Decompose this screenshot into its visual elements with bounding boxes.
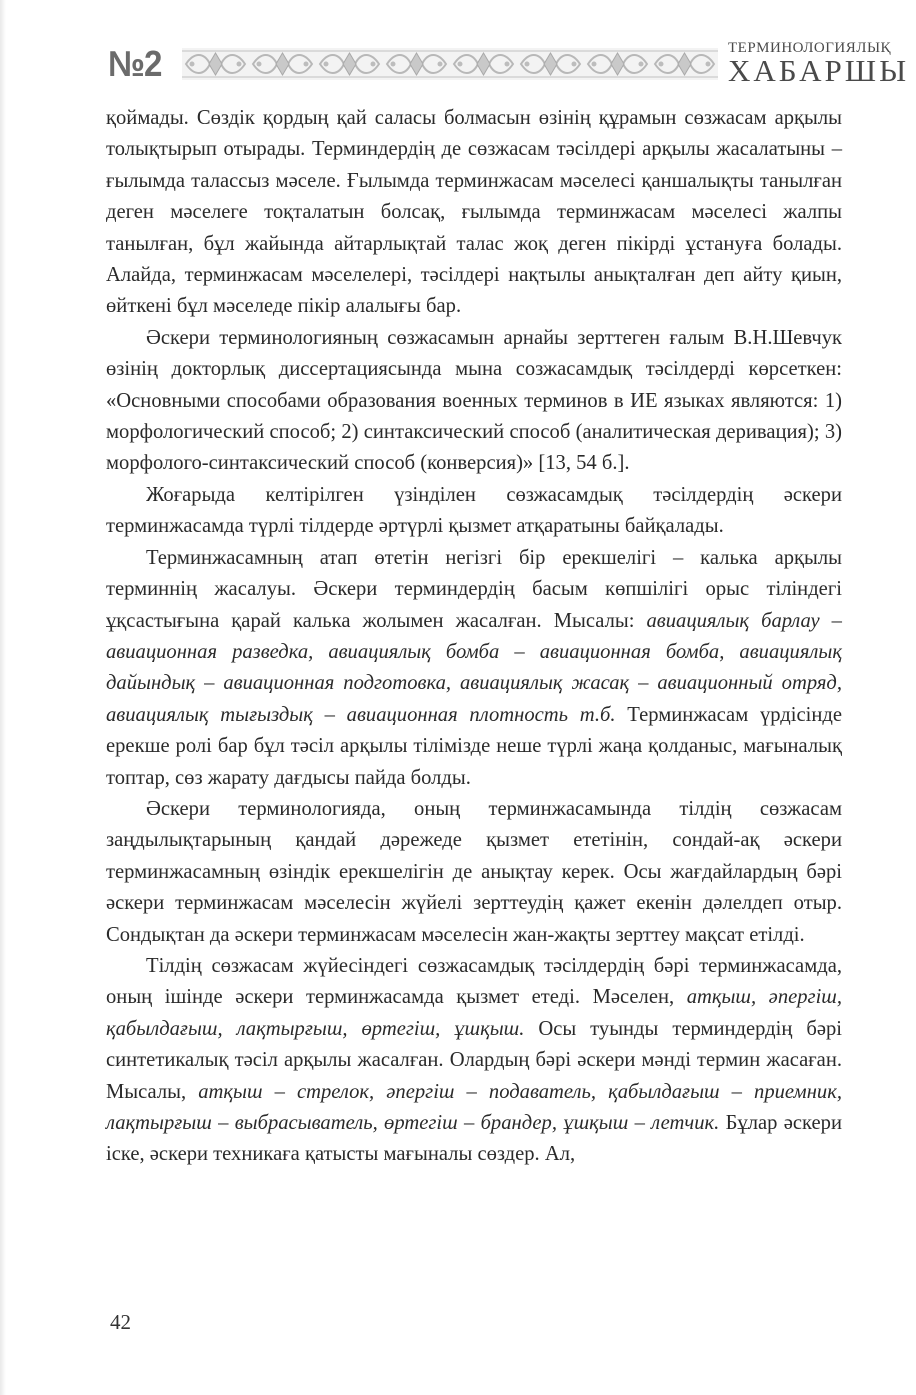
body-text [106, 103, 842, 1171]
text-run: Жоғарыда келтірілген үзінділен сөзжасамдық тәсілдердің әскери терминжасамда түрлі тілдерде әртүрлі қызмет атқаратыны байқалады. [106, 483, 842, 538]
paragraph [106, 103, 842, 323]
journal-title-main: ХАБАРШЫ [728, 53, 910, 88]
paragraph [106, 480, 842, 543]
text-run: Әскери терминологияның сөзжасамын арнайы зерттеген ғалым В.Н.Шевчук өзінің докторлық диссертациясында мына созжасамдық тәсілдерді көрсеткен: «Основными способами образования военных терминов в ИЕ языках являются: 1) морфологический способ; 2) синтаксический способ (аналитическая деривация); 3) морфолого-синтаксический способ (конверсия)» [13, 54 б.]. [106, 326, 842, 475]
page-edge-shadow [0, 0, 6, 1395]
page-number: 42 [110, 1310, 131, 1334]
paragraph [106, 543, 842, 794]
italic-term-run: атқыш – стрелок, әпергіш – подаватель, қабылдағыш – приемник, лақтырғыш – выбрасыватель, өртегіш – брандер, ұшқыш – летчик. [106, 1080, 842, 1134]
text-run: Осы туынды терминдердің бәрі синтетикалық тәсіл арқылы жасалған. Олардың бәрі әскери мәнді термин жасаған. Мысалы, [106, 1017, 842, 1103]
text-run: Терминжасам үрдісінде ерекше ролі бар бұл тәсіл арқылы тілімізде неше түрлі жаңа қолданыс, мағыналық топтар, сөз жарату дағдысы пайда болды. [106, 703, 842, 789]
journal-title [728, 40, 916, 86]
text-run: Бұлар әскери іске, әскери техникаға қатысты мағыналы сөздер. Ал, [106, 1112, 842, 1166]
ornament-band [182, 48, 718, 80]
paragraph [106, 323, 842, 480]
italic-term-run: авиациялық барлау – авиационная разведка, авиациялық бомба – авиационная бомба, авиациялық дайындық – авиационная подготовка, авиациялық жасақ – авиационный отряд, авиациялық тығыздық – авиационная плотность т.б. [106, 609, 842, 726]
paragraph [106, 951, 842, 1171]
text-run: қоймады. Сөздік қордың қай саласы болмасын өзінің құрамын сөзжасам арқылы толықтырып отырады. Терминдердің де сөзжасам тәсілдері арқылы жасалатыны – ғылымда талассыз мәселе. Ғылымда терминжасам мәселесі қаншалықты танылған деген мәселеге тоқталатын болсақ, ғылымда терминжасам мәселесі жалпы танылған, бұл жайында айтарлықтай талас жоқ деген пікірді ұстануға болады. Алайда, терминжасам мәселелері, тәсілдері нақтылы анықталған деп айту қиын, өйткені бұл мәселеде пікір алалығы бар. [106, 107, 842, 318]
issue-number: №2 [108, 43, 162, 84]
journal-title-top: ТЕРМИНОЛОГИЯЛЫҚ [728, 40, 892, 56]
italic-term-run: атқыш, әпергіш, қабылдағыш, лақтырғыш, өртегіш, ұшқыш. [106, 986, 842, 1040]
paragraph [106, 794, 842, 951]
text-run: Терминжасамның атап өтетін негізгі бір ерекшелігі – калька арқылы терминнің жасалуы. Әскери терминдердің басым көпшілігі орыс тіліндегі ұқсастығына қарай калька жолымен жасалған. Мысалы: [106, 546, 842, 632]
text-run: Тілдің сөзжасам жүйесіндегі сөзжасамдық тәсілдердің бәрі терминжасамда, оның ішінде әскери терминжасамда қызмет етеді. Мәселен, [106, 954, 842, 1009]
text-run: Әскери терминологияда, оның терминжасамында тілдің сөзжасам заңдылықтарының қандай дәрежеде қызмет ететінін, сондай-ақ әскери терминжасамның өзіндік ерекшелігін де анықтау керек. Осы жағдайлардың бәрі әскери терминжасам мәселесін жүйелі зерттеудің қажет екенін дәлелдеп отыр. Сондықтан да әскери терминжасам мәселесін жан-жақты зерттеу мақсат етілді. [106, 797, 842, 946]
running-header [108, 40, 910, 96]
